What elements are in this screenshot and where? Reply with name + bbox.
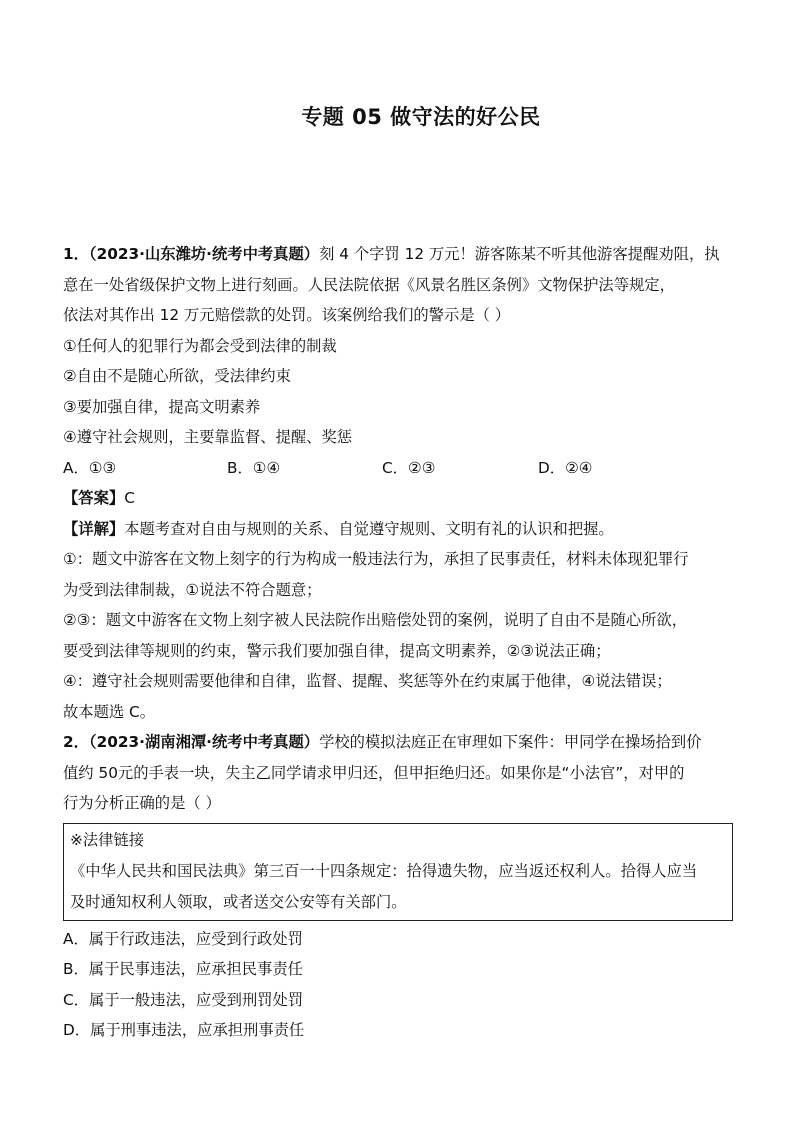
q1-statement-4: ④遵守社会规则，主要靠监督、提醒、奖惩: [63, 428, 353, 446]
q1-stem-line2: 意在一处省级保护文物上进行刻画。人民法院依据《风景名胜区条例》文物保护法等规定，: [63, 275, 675, 294]
q1-stem-line3: 依法对其作出 12 万元赔偿款的处罚。该案例给我们的警示是（ ）: [63, 306, 511, 324]
q2-stem-line2: 值约 50元的手表一块，失主乙同学请求甲归还，但甲拒绝归还。如果你是“小法官”，对甲的: [63, 763, 685, 782]
q2-option-d: D．属于刑事违法，应承担刑事责任: [63, 1021, 305, 1039]
q1-option-a: A．①③: [63, 458, 117, 477]
q2-stem-line1: [63, 727, 733, 758]
q1-analysis-line5: ④：遵守社会规则需要他律和自律，监督、提醒、奖惩等外在约束属于他律，④说法错误；: [63, 672, 672, 690]
q1-option-d: D．②④: [538, 458, 593, 477]
page-title: 专题 05 做守法的好公民: [301, 105, 541, 129]
q2-stem-text: 学校的模拟法庭正在审理如下案件：甲同学在操场拾到价: [319, 733, 702, 751]
q1-option-c: C．②③: [382, 458, 436, 477]
q1-analysis-line3: ②③：题文中游客在文物上刻字被人民法院作出赔偿处罚的案例，说明了自由不是随心所欲，: [63, 611, 688, 629]
q1-statement-2: ②自由不是随心所欲，受法律约束: [63, 367, 291, 385]
q1-stem-text: 刻 4 个字罚 12 万元！游客陈某不听其他游客提醒劝阻，执: [319, 245, 720, 263]
law-link-title: ※法律链接: [70, 830, 145, 849]
q1-analysis-line1: ①：题文中游客在文物上刻字的行为构成一般违法行为，承担了民事责任，材料未体现犯罪行: [63, 550, 689, 568]
document-body: [63, 239, 733, 1046]
q1-analysis-line6: 故本题选 C。: [63, 702, 156, 721]
q2-option-b: B．属于民事违法，应承担民事责任: [63, 960, 303, 978]
q1-option-b: B．①④: [227, 458, 281, 477]
q1-statement-3: ③要加强自律，提高文明素养: [63, 397, 261, 416]
q2-stem-line3: 行为分析正确的是（ ）: [63, 794, 221, 812]
q1-answer: [63, 483, 733, 514]
law-link-line1: 《中华人民共和国民法典》第三百一十四条规定：拾得遗失物，应当返还权利人。拾得人应当: [70, 861, 698, 880]
q1-options: [63, 453, 733, 484]
q1-stem-line1: [63, 239, 733, 270]
q1-answer-label: 【答案】: [63, 489, 125, 507]
q2-number: 2．: [63, 733, 89, 751]
q1-source: （2023·山东潍坊·统考中考真题）: [88, 245, 320, 263]
q1-detail: [63, 514, 733, 545]
q1-detail-intro: 本题考查对自由与规则的关系、自觉遵守规则、文明有礼的认识和把握。: [124, 519, 614, 538]
q1-statement-1: ①任何人的犯罪行为都会受到法律的制裁: [63, 336, 337, 355]
q1-analysis-line4: 要受到法律等规则的约束，警示我们要加强自律，提高文明素养，②③说法正确；: [63, 641, 611, 660]
q1-answer-value: C: [124, 489, 135, 507]
q1-detail-label: 【详解】: [63, 519, 125, 538]
q2-option-c: C．属于一般违法，应受到刑罚处罚: [63, 990, 304, 1009]
law-link-box: [63, 823, 733, 921]
law-link-line2: 及时通知权利人领取，或者送交公安等有关部门。: [70, 892, 407, 911]
q1-analysis-line2: 为受到法律制裁，①说法不符合题意；: [63, 580, 322, 599]
q1-number: 1．: [63, 245, 89, 263]
q2-option-a: A．属于行政违法，应受到行政处罚: [63, 929, 303, 948]
q2-source: （2023·湖南湘潭·统考中考真题）: [88, 733, 320, 751]
